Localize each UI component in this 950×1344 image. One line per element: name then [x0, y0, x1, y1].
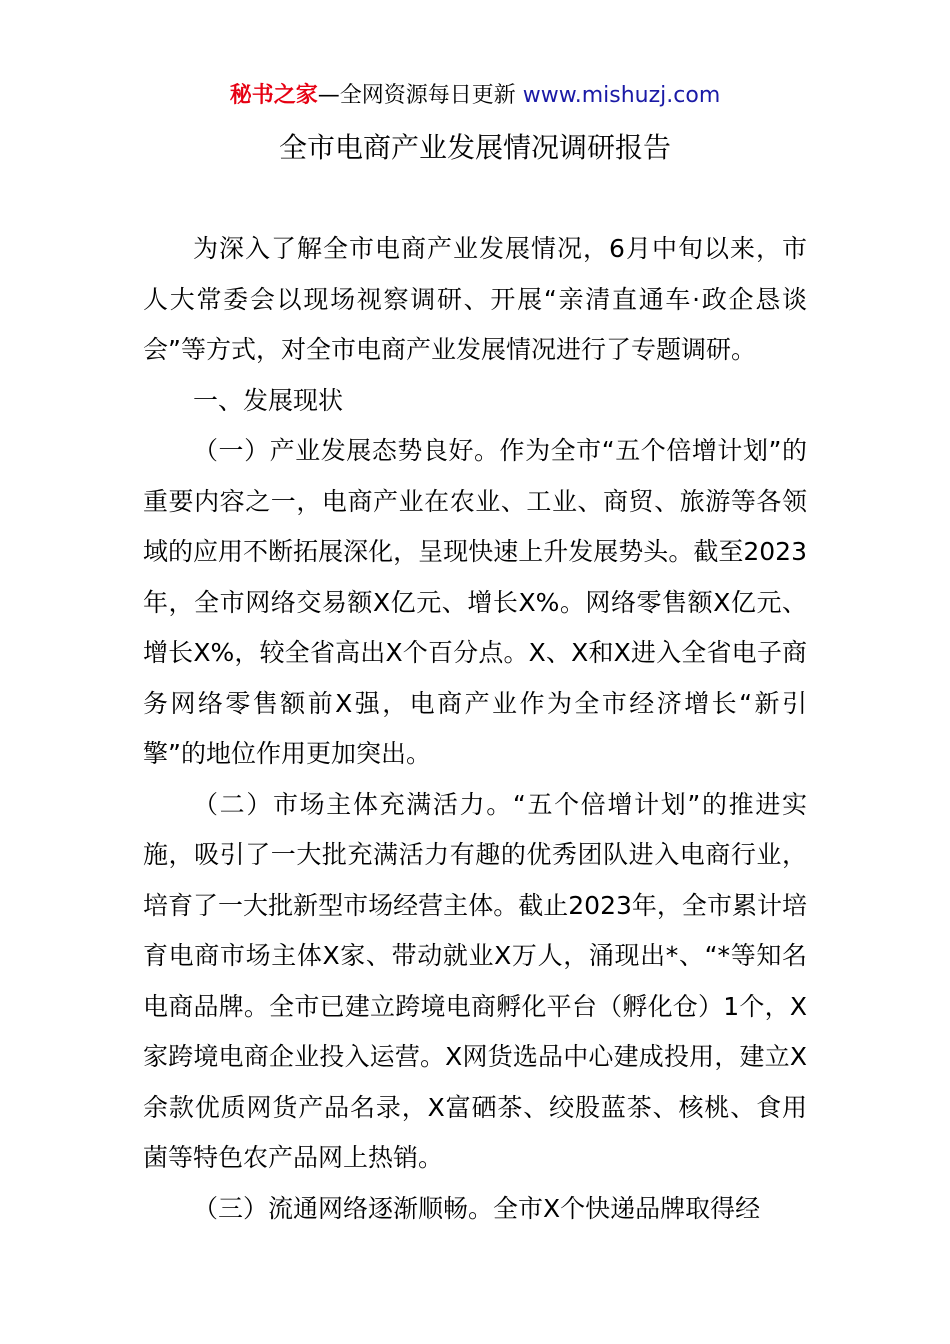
brand-name: 秘书之家	[229, 83, 318, 108]
body-paragraph: （二）市场主体充满活力。“五个倍增计划”的推进实施，吸引了一大批充满活力有趣的优秀团队进入电商行业，培育了一大批新型市场经营主体。截止2023年，全市累计培育电商市场主体X家、带动就业X万人，涌现出*、“*等知名电商品牌。全市已建立跨境电商孵化平台（孵化仓）1个，X家跨境电商企业投入运营。X网货选品中心建成投用，建立X余款优质网货产品名录，X富硒茶、绞股蓝茶、核桃、食用菌等特色农产品网上热销。	[143, 789, 807, 1172]
body-paragraph: （三）流通网络逐渐顺畅。全市X个快递品牌取得经	[193, 1193, 761, 1223]
body-paragraph: （一）产业发展态势良好。作为全市“五个倍增计划”的重要内容之一，电商产业在农业、工业、商贸、旅游等各领域的应用不断拓展深化，呈现快速上升发展势头。截至2023年，全市网络交易额X亿元、增长X%。网络零售额X亿元、增长X%，较全省高出X个百分点。X、X和X进入全省电子商务网络零售额前X强，电商产业作为全市经济增长“新引擎”的地位作用更加突出。	[143, 436, 807, 768]
site-header	[0, 80, 950, 112]
document-body	[143, 224, 807, 1234]
intro-paragraph: 为深入了解全市电商产业发展情况，6月中旬以来，市人大常委会以现场视察调研、开展“亲清直通车·政企恳谈会”等方式，对全市电商产业发展情况进行了专题调研。	[143, 234, 807, 364]
header-tagline: —全网资源每日更新	[317, 83, 523, 108]
section-heading: 一、发展现状	[193, 385, 344, 415]
document-title: 全市电商产业发展情况调研报告	[278, 131, 671, 164]
site-url-link[interactable]: www.mishuzj.com	[522, 83, 721, 108]
